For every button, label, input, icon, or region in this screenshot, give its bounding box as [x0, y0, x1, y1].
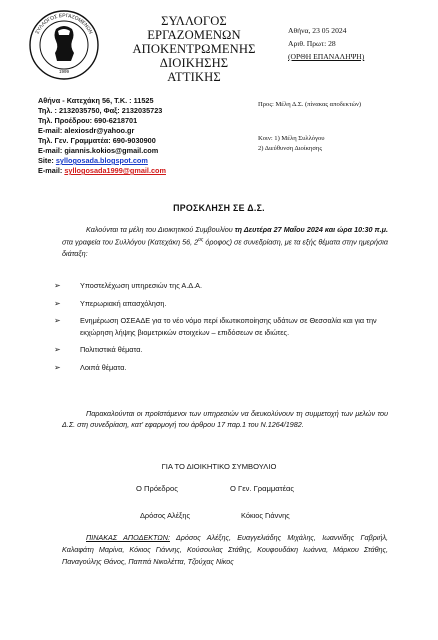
email-secretary: E-mail: giannis.kokios@gmail.com	[38, 146, 159, 155]
document-meta	[288, 24, 364, 63]
invitation-paragraph	[62, 224, 388, 259]
agenda-item	[52, 280, 392, 292]
association-seal-logo	[28, 9, 100, 81]
closing-paragraph: Παρακαλούνται οι προϊστάμενοι των υπηρεσιών να διευκολύνουν τη συμμετοχή των μελών του Δ.Σ. στη συνεδρίαση, κατ' εφαρμογή του άρθρου 17 παρ.1 του Ν.1264/1982.	[62, 409, 388, 430]
arrow-bullet-icon: ➢	[54, 316, 61, 325]
intro-text: όροφος) σε συνεδρίαση, με τα εξής θέματα στην ημερήσια διάταξη:	[62, 237, 388, 258]
contact-info	[38, 96, 166, 176]
president-phone: Τηλ. Προέδρου: 690-6218701	[38, 116, 138, 125]
svg-text:1999: 1999	[58, 69, 70, 74]
email-association-row	[38, 166, 166, 176]
agenda-item-text: Υπερωριακή απασχόληση.	[80, 298, 167, 308]
floor-superscript: ος	[198, 237, 204, 244]
recipients-names: Δρόσος Αλέξης, Ευαγγελιάδης Μιχάλης, Ιωαννίδης Γαβριήλ, Καλαφάτη Μαρίνα, Κόκιος Γιάννης, Κούσουλας Στάθης, Κουφουδάκη Ιωάννα, Μάρκου Στάθης, Παναγούλης Θάνος, Παππά Νικολέττα, Τζούχας Νίκος	[62, 533, 388, 566]
president-name: Δρόσος Αλέξης	[140, 511, 191, 520]
email-label: E-mail:	[38, 166, 65, 175]
arrow-bullet-icon: ➢	[54, 281, 61, 290]
arrow-bullet-icon: ➢	[54, 362, 61, 372]
email-president: E-mail: alexiosdr@yahoo.gr	[38, 126, 135, 135]
to-line: Προς: Μέλη Δ.Σ. (πίνακας αποδεκτών)	[258, 101, 362, 108]
agenda-item	[52, 344, 392, 356]
site-link[interactable]: syllogosada.blogspot.com	[55, 156, 148, 165]
association-email-link[interactable]: syllogosada1999@gmail.com	[64, 166, 166, 175]
cc-line-1: Κοιν: 1) Μέλη Συλλόγου	[258, 135, 325, 142]
recipients-list	[62, 532, 388, 568]
signature-heading: ΓΙΑ ΤΟ ΔΙΟΙΚΗΤΙΚΟ ΣΥΜΒΟΥΛΙΟ	[161, 462, 277, 471]
association-line: ΣΥΛΛΟΓΟΣ	[161, 14, 227, 28]
association-name	[104, 14, 284, 84]
arrow-bullet-icon: ➢	[54, 298, 61, 308]
intro-text: Καλούνται τα μέλη του Διοικητικού Συμβουλίου	[86, 225, 235, 234]
meeting-datetime: τη Δευτέρα 27 Μαΐου 2024 και ώρα 10:30 π.μ.	[234, 225, 388, 234]
site-label: Site:	[38, 156, 56, 165]
agenda-item-text: Πολιτιστικά θέματα.	[80, 345, 143, 354]
intro-text: στα γραφεία του Συλλόγου (Κατεχάκη 56, 2	[62, 237, 199, 247]
agenda-item-text: Υποστελέχωση υπηρεσιών της Α.Δ.Α.	[80, 281, 203, 290]
phone: Τηλ. : 2132035750, Φαξ: 2132035723	[38, 106, 163, 115]
association-line: ΑΠΟΚΕΝΤΡΩΜΕΝΗΣ	[132, 42, 256, 56]
association-line: ΔΙΟΙΚΗΣΗΣ	[159, 56, 229, 70]
date: Αθήνα, 23 05 2024	[288, 26, 347, 35]
agenda-item-text: Λοιπά θέματα.	[80, 362, 127, 372]
association-line: ΕΡΓΑΖΟΜΕΝΩΝ	[147, 28, 241, 42]
address: Αθήνα - Κατεχάκη 56, Τ.Κ. : 11525	[38, 96, 154, 105]
correction-note: (ΟΡΘΗ ΕΠΑΝΑΛΗΨΗ)	[288, 52, 365, 61]
agenda-item-text: Ενημέρωση ΟΣΕΑΔΕ για το νέο νόμο περί ιδιωτικοποίησης υδάτων σε Θεσσαλία και για την εκχώρηση λήψης βιομετρικών στοιχείων – επιδόσεων σε ιδιώτες.	[80, 316, 377, 337]
seal-lettering: ΣΥΛΛΟΓΟΣ ΕΡΓΑΖΟΜΕΝΩΝ	[34, 12, 94, 35]
recipients-label: ΠΙΝΑΚΑΣ ΑΠΟΔΕΚΤΩΝ:	[86, 533, 170, 542]
document-title: ΠΡΟΣΚΛΗΣΗ ΣΕ Δ.Σ.	[173, 203, 265, 213]
protocol-number: Αριθ. Πρωτ: 28	[288, 39, 336, 48]
secretary-phone: Τηλ. Γεν. Γραμματέα: 690-9030900	[38, 136, 156, 145]
arrow-bullet-icon: ➢	[54, 345, 61, 354]
site-row	[38, 156, 166, 166]
agenda-item	[52, 362, 392, 374]
association-line: ΑΤΤΙΚΗΣ	[167, 70, 221, 84]
agenda-list	[52, 280, 392, 379]
secretary-role: Ο Γεν. Γραμματέας	[230, 484, 295, 493]
cc-line-2: 2) Διεύθυνση Διοίκησης	[258, 145, 322, 152]
addressees	[258, 100, 361, 154]
president-role: Ο Πρόεδρος	[136, 484, 178, 493]
secretary-name: Κόκιος Γιάννης	[241, 511, 290, 520]
agenda-item	[52, 315, 392, 338]
agenda-item	[52, 298, 392, 310]
